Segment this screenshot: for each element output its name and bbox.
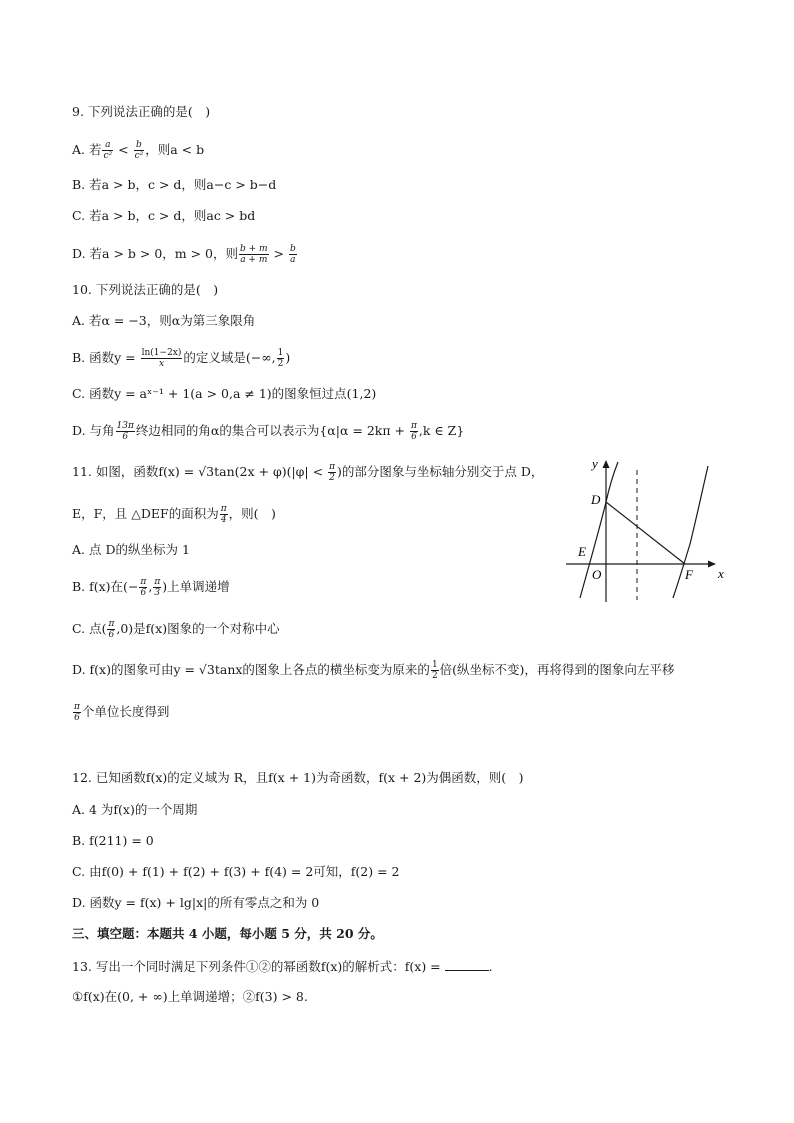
q9-option-d: D. 若a > b > 0，m > 0，则 $\frac{b + m}{a + m}$ > $\frac{b}{a}$ [72, 244, 296, 265]
label-e: E [578, 544, 586, 559]
q12-stem: 12. 已知函数f(x)的定义域为 R，且f(x + 1)为奇函数，f(x + 2)为偶函数，则( ) [72, 770, 524, 785]
fraction: $\frac{\pi}{2}$ [329, 462, 335, 483]
q9-stem: 9. 下列说法正确的是( ) [72, 104, 211, 119]
q13-stem: 13. 写出一个同时满足下列条件①②的幂函数f(x)的解析式：f(x) = . [72, 959, 493, 974]
section-heading: 三、填空题：本题共 4 小题，每小题 5 分，共 20 分。 [72, 926, 383, 941]
q12-option-a: A. 4 为f(x)的一个周期 [72, 802, 198, 817]
fraction: $\frac{1}{2}$ [277, 348, 284, 369]
q10-option-b: B. 函数y = $\frac{\ln(1-2x)}{x}$ 的定义域是(−∞, $\frac{1}{2}$ ) [72, 348, 291, 369]
segment-df [606, 502, 685, 564]
q11-option-d-line1: D. f(x)的图象可由y = √3tanx的图象上各点的横坐标变为原来的 $\frac{1}{2}$ 倍(纵坐标不变)，再将得到的图象向左平移 [72, 660, 675, 681]
fraction: $\frac{b}{a}$ [289, 244, 296, 265]
q9-option-a: A. 若 $\frac{a}{\text{c²}}$ < $\frac{b}{\text{c²}}$ ，则a < b [72, 140, 205, 161]
label-x: x [718, 566, 724, 581]
y-axis-arrow [603, 460, 610, 468]
fraction: $\frac{a}{\text{c²}}$ [103, 140, 113, 161]
q12-option-d: D. 函数y = f(x) + lg|x|的所有零点之和为 0 [72, 895, 320, 910]
q11-stem-line1: 11. 如图，函数f(x) = √3tan(2x + φ)(|φ| < $\frac{\pi}{2}$ )的部分图象与坐标轴分别交于点 D， [72, 462, 544, 483]
q11-option-b: B. f(x)在(− $\frac{\pi}{6}$ , $\frac{\pi}{3}$ )上单调递增 [72, 577, 230, 598]
fraction: $\frac{\pi}{6}$ [410, 421, 417, 442]
q10-stem: 10. 下列说法正确的是( ) [72, 282, 219, 297]
fraction: $\frac{\pi}{4}$ [220, 504, 227, 525]
fraction: $\frac{b + m}{a + m}$ [240, 244, 268, 265]
q11-stem-line2: E，F，且 △DEF的面积为 $\frac{\pi}{4}$ ，则( ) [72, 504, 276, 525]
fraction: $\frac{\pi}{3}$ [154, 577, 161, 598]
fraction: $\frac{\pi}{6}$ [140, 577, 147, 598]
fraction: $\frac{\pi}{6}$ [74, 702, 80, 723]
x-axis-arrow [708, 561, 716, 568]
fraction: $\frac{\pi}{6}$ [108, 619, 115, 640]
q12-option-b: B. f(211) = 0 [72, 833, 154, 848]
fraction: $\frac{b}{\text{c²}}$ [134, 140, 144, 161]
fraction: $\frac{1}{2}$ [431, 660, 438, 681]
q10-option-c: C. 函数y = aˣ⁻¹ + 1(a > 0,a ≠ 1)的图象恒过点(1,2) [72, 386, 377, 401]
q9-option-c: C. 若a > b，c > d，则ac > bd [72, 208, 256, 223]
label-y: y [592, 456, 598, 471]
q12-option-c: C. 由f(0) + f(1) + f(2) + f(3) + f(4) = 2可知，f(2) = 2 [72, 864, 400, 879]
label-f: F [685, 567, 693, 582]
q11-function-graph [560, 452, 730, 604]
fraction: $\frac{13\pi}{6}$ [116, 421, 134, 442]
q11-option-c: C. 点( $\frac{\pi}{6}$ ,0)是f(x)图象的一个对称中心 [72, 619, 280, 640]
q10-option-d: D. 与角 $\frac{13\pi}{6}$ 终边相同的角α的集合可以表示为{α|α = 2kπ + $\frac{\pi}{6}$ ,k ∈ Z} [72, 421, 465, 442]
label-o: O [592, 567, 602, 582]
answer-blank[interactable] [445, 958, 489, 971]
q10-option-a: A. 若α = −3，则α为第三象限角 [72, 313, 256, 328]
label-d: D [591, 492, 601, 507]
q13-conditions: ①f(x)在(0, + ∞)上单调递增；②f(3) > 8. [72, 989, 308, 1004]
q11-option-a: A. 点 D的纵坐标为 1 [72, 542, 190, 557]
q11-option-d-line2: $\frac{\pi}{6}$ 个单位长度得到 [74, 702, 170, 723]
fraction: $\frac{\ln(1-2x)}{x}$ [141, 348, 182, 369]
q9-option-b: B. 若a > b，c > d，则a−c > b−d [72, 177, 277, 192]
